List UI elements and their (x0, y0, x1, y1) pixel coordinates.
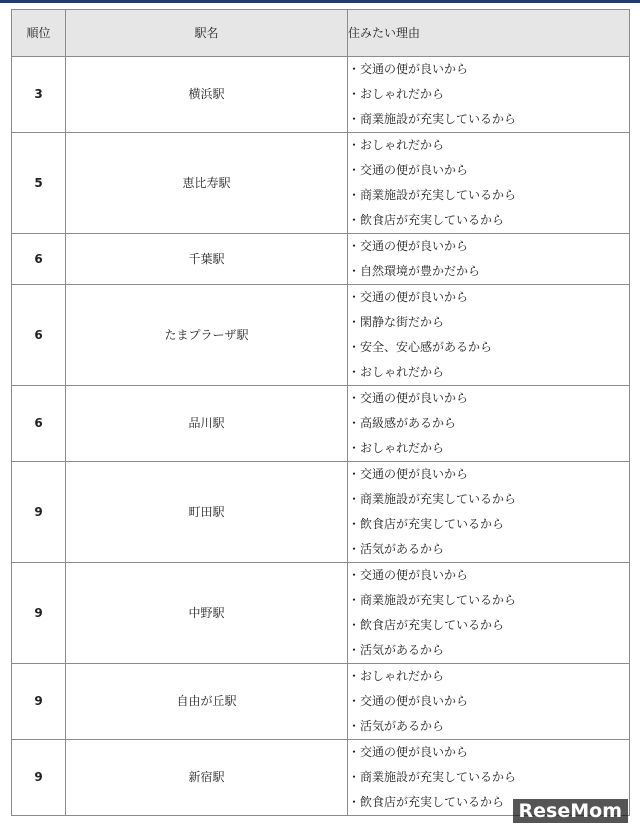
reason-item: ・おしゃれだから (348, 138, 445, 152)
table-row (12, 133, 630, 234)
header-rank: 順位 (12, 10, 66, 57)
reason-item: ・交通の便が良いから (348, 62, 469, 76)
reason-item: ・交通の便が良いから (348, 694, 469, 708)
table-row (12, 386, 630, 462)
station-name-cell: 新宿駅 (66, 740, 348, 816)
reason-item: ・商業施設が充実しているから (348, 492, 517, 506)
reason-item: ・商業施設が充実しているから (348, 188, 517, 202)
reason-item: ・商業施設が充実しているから (348, 770, 517, 784)
rank-cell: 6 (12, 234, 66, 285)
reason-item: ・活気があるから (348, 542, 445, 556)
table-row (12, 462, 630, 563)
reason-item: ・商業施設が充実しているから (348, 112, 517, 126)
station-name-cell: 横浜駅 (66, 57, 348, 133)
reasons-cell (348, 57, 630, 133)
reason-item: ・活気があるから (348, 719, 445, 733)
table-header-row (12, 10, 630, 57)
table-row (12, 234, 630, 285)
station-name-cell: たまプラーザ駅 (66, 285, 348, 386)
reasons-cell (348, 462, 630, 563)
reason-item: ・交通の便が良いから (348, 290, 469, 304)
station-name-cell: 中野駅 (66, 563, 348, 664)
reason-item: ・飲食店が充実しているから (348, 213, 505, 227)
rank-cell: 9 (12, 462, 66, 563)
reason-item: ・飲食店が充実しているから (348, 517, 505, 531)
station-ranking-table (11, 9, 630, 816)
reason-item: ・おしゃれだから (348, 441, 445, 455)
rank-cell: 3 (12, 57, 66, 133)
reason-item: ・自然環境が豊かだから (348, 264, 481, 278)
station-name-cell: 品川駅 (66, 386, 348, 462)
top-rule (0, 0, 640, 3)
rank-cell: 6 (12, 386, 66, 462)
reasons-cell (348, 285, 630, 386)
rank-cell: 6 (12, 285, 66, 386)
reason-item: ・おしゃれだから (348, 365, 445, 379)
rank-cell: 9 (12, 664, 66, 740)
reasons-cell (348, 664, 630, 740)
reason-item: ・おしゃれだから (348, 87, 445, 101)
station-name-cell: 町田駅 (66, 462, 348, 563)
rank-cell: 5 (12, 133, 66, 234)
reasons-cell (348, 563, 630, 664)
reason-item: ・活気があるから (348, 643, 445, 657)
reason-item: ・商業施設が充実しているから (348, 593, 517, 607)
reason-item: ・交通の便が良いから (348, 467, 469, 481)
resemom-watermark-logo: ReseMom (513, 799, 628, 823)
reason-item: ・飲食店が充実しているから (348, 795, 505, 809)
table-body (12, 57, 630, 816)
reason-item: ・交通の便が良いから (348, 163, 469, 177)
header-reasons: 住みたい理由 (348, 10, 630, 57)
reason-item: ・交通の便が良いから (348, 391, 469, 405)
rank-cell: 9 (12, 563, 66, 664)
reason-item: ・飲食店が充実しているから (348, 618, 505, 632)
reasons-cell (348, 133, 630, 234)
station-name-cell: 千葉駅 (66, 234, 348, 285)
reason-item: ・交通の便が良いから (348, 745, 469, 759)
reasons-cell (348, 386, 630, 462)
table-row (12, 563, 630, 664)
station-name-cell: 恵比寿駅 (66, 133, 348, 234)
reasons-cell (348, 234, 630, 285)
reason-item: ・高級感があるから (348, 416, 457, 430)
station-name-cell: 自由が丘駅 (66, 664, 348, 740)
rank-cell: 9 (12, 740, 66, 816)
table-row (12, 285, 630, 386)
reason-item: ・交通の便が良いから (348, 568, 469, 582)
reason-item: ・交通の便が良いから (348, 239, 469, 253)
table-row (12, 57, 630, 133)
reason-item: ・おしゃれだから (348, 669, 445, 683)
reason-item: ・閑静な街だから (348, 315, 445, 329)
table-row (12, 664, 630, 740)
reason-item: ・安全、安心感があるから (348, 340, 493, 354)
header-station: 駅名 (66, 10, 348, 57)
